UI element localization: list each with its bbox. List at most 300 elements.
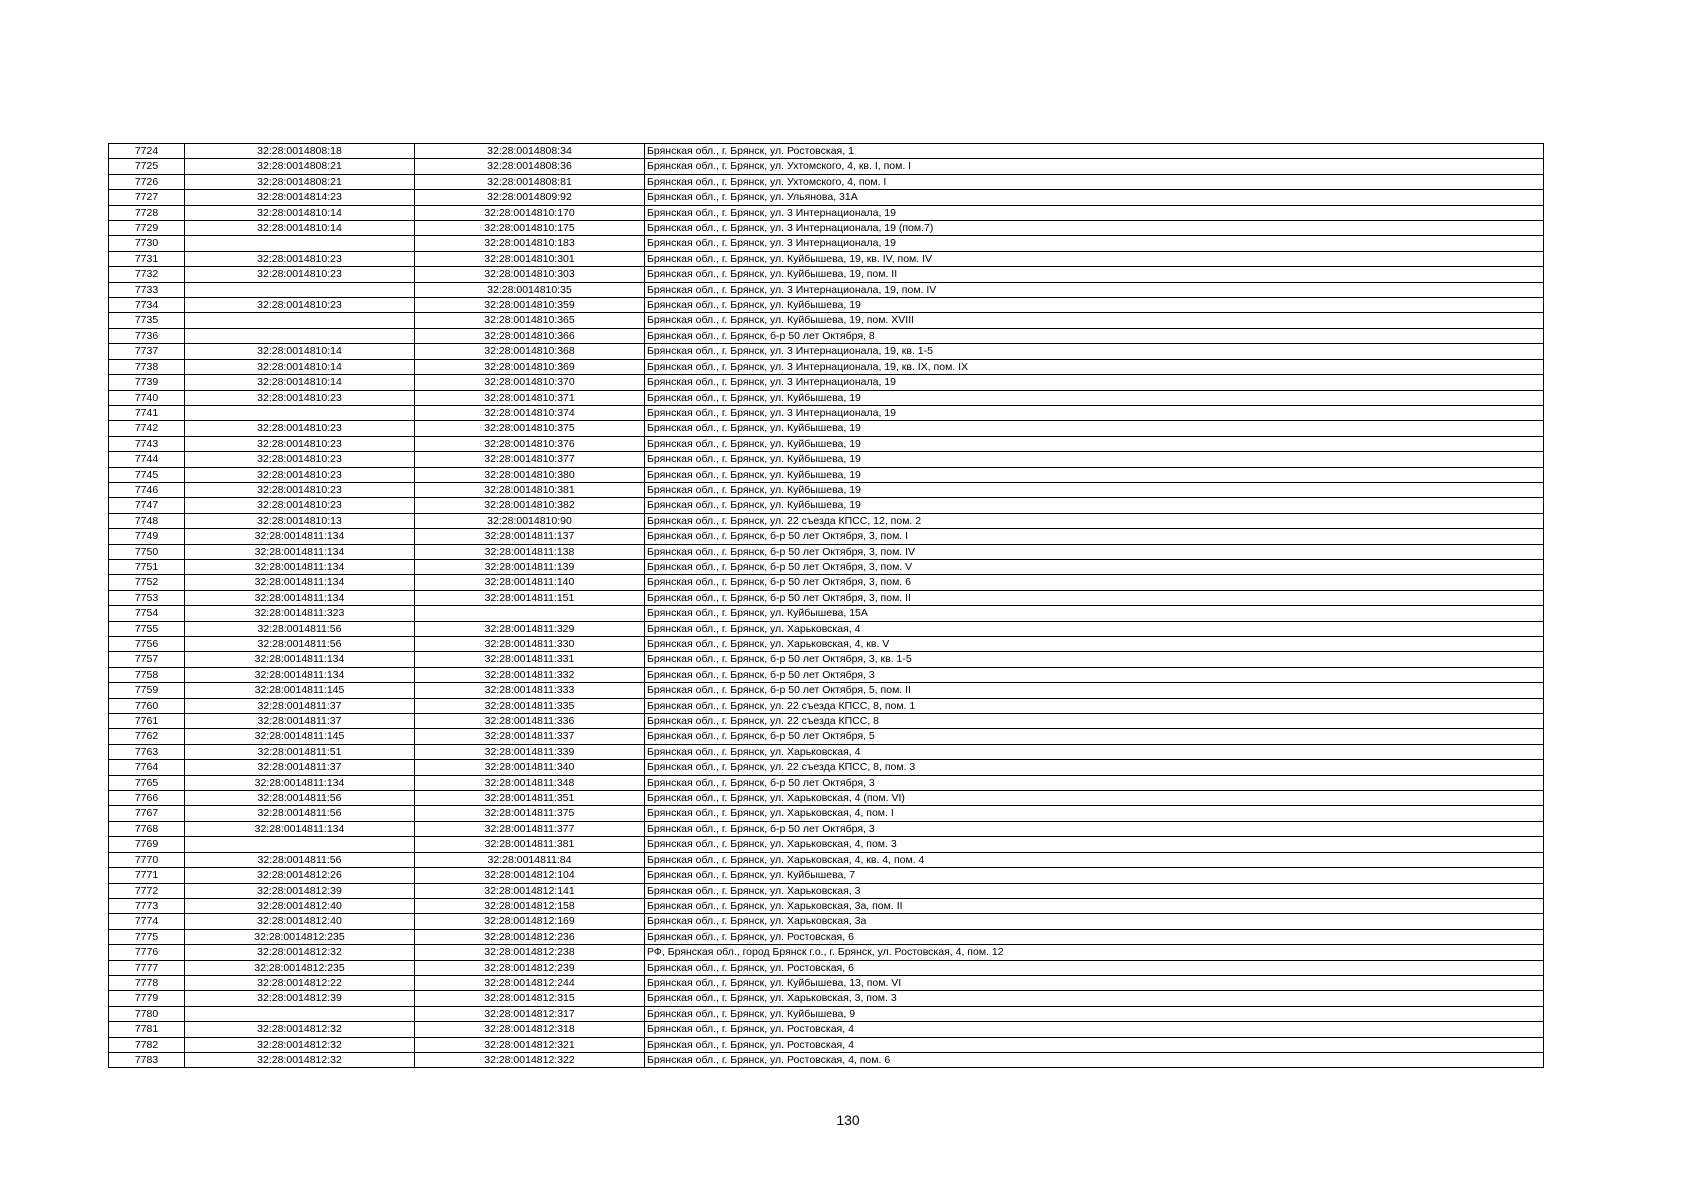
object-cadastral-number-cell: 32:28:0014810:366 xyxy=(415,328,645,343)
address-cell: Брянская обл., г. Брянск, б-р 50 лет Октября, 3 xyxy=(645,775,1544,790)
row-number-cell: 7780 xyxy=(109,1006,185,1021)
address-cell: Брянская обл., г. Брянск, б-р 50 лет Октября, 8 xyxy=(645,328,1544,343)
table-row xyxy=(109,344,1544,359)
object-cadastral-number-cell: 32:28:0014812:317 xyxy=(415,1006,645,1021)
table-row xyxy=(109,375,1544,390)
table-row xyxy=(109,667,1544,682)
table-row xyxy=(109,883,1544,898)
row-number-cell: 7746 xyxy=(109,482,185,497)
land-cadastral-number-cell: 32:28:0014811:51 xyxy=(185,744,415,759)
object-cadastral-number-cell: 32:28:0014810:370 xyxy=(415,375,645,390)
row-number-cell: 7730 xyxy=(109,236,185,251)
table-row xyxy=(109,452,1544,467)
row-number-cell: 7738 xyxy=(109,359,185,374)
row-number-cell: 7763 xyxy=(109,744,185,759)
address-cell: Брянская обл., г. Брянск, ул. Харьковская, 4, кв. 4, пом. 4 xyxy=(645,852,1544,867)
row-number-cell: 7767 xyxy=(109,806,185,821)
land-cadastral-number-cell xyxy=(185,282,415,297)
row-number-cell: 7771 xyxy=(109,868,185,883)
table-row xyxy=(109,621,1544,636)
table-row xyxy=(109,590,1544,605)
table-row xyxy=(109,513,1544,528)
table-row xyxy=(109,714,1544,729)
address-cell: Брянская обл., г. Брянск, ул. Ухтомского, 4, кв. I, пом. I xyxy=(645,159,1544,174)
row-number-cell: 7779 xyxy=(109,991,185,1006)
row-number-cell: 7777 xyxy=(109,960,185,975)
land-cadastral-number-cell: 32:28:0014811:56 xyxy=(185,637,415,652)
table-row xyxy=(109,559,1544,574)
object-cadastral-number-cell: 32:28:0014811:330 xyxy=(415,637,645,652)
row-number-cell: 7773 xyxy=(109,898,185,913)
object-cadastral-number-cell: 32:28:0014811:348 xyxy=(415,775,645,790)
land-cadastral-number-cell: 32:28:0014812:32 xyxy=(185,1037,415,1052)
object-cadastral-number-cell: 32:28:0014812:158 xyxy=(415,898,645,913)
land-cadastral-number-cell: 32:28:0014811:134 xyxy=(185,529,415,544)
address-cell: Брянская обл., г. Брянск, б-р 50 лет Октября, 3 xyxy=(645,667,1544,682)
row-number-cell: 7725 xyxy=(109,159,185,174)
land-cadastral-number-cell: 32:28:0014811:134 xyxy=(185,775,415,790)
address-cell: Брянская обл., г. Брянск, ул. Харьковская, 3а xyxy=(645,914,1544,929)
object-cadastral-number-cell: 32:28:0014808:81 xyxy=(415,174,645,189)
table-row xyxy=(109,868,1544,883)
row-number-cell: 7761 xyxy=(109,714,185,729)
table-row xyxy=(109,806,1544,821)
object-cadastral-number-cell: 32:28:0014811:84 xyxy=(415,852,645,867)
land-cadastral-number-cell: 32:28:0014810:23 xyxy=(185,498,415,513)
table-row xyxy=(109,1052,1544,1067)
object-cadastral-number-cell: 32:28:0014810:303 xyxy=(415,267,645,282)
land-cadastral-number-cell: 32:28:0014811:145 xyxy=(185,683,415,698)
object-cadastral-number-cell: 32:28:0014811:340 xyxy=(415,760,645,775)
land-cadastral-number-cell: 32:28:0014811:134 xyxy=(185,544,415,559)
row-number-cell: 7724 xyxy=(109,144,185,159)
object-cadastral-number-cell: 32:28:0014810:376 xyxy=(415,436,645,451)
address-cell: Брянская обл., г. Брянск, ул. 22 съезда КПСС, 8 xyxy=(645,714,1544,729)
land-cadastral-number-cell: 32:28:0014812:40 xyxy=(185,898,415,913)
row-number-cell: 7756 xyxy=(109,637,185,652)
table-row xyxy=(109,960,1544,975)
row-number-cell: 7742 xyxy=(109,421,185,436)
row-number-cell: 7764 xyxy=(109,760,185,775)
land-cadastral-number-cell: 32:28:0014811:134 xyxy=(185,559,415,574)
row-number-cell: 7733 xyxy=(109,282,185,297)
object-cadastral-number-cell: 32:28:0014810:35 xyxy=(415,282,645,297)
row-number-cell: 7754 xyxy=(109,606,185,621)
object-cadastral-number-cell: 32:28:0014811:140 xyxy=(415,575,645,590)
row-number-cell: 7762 xyxy=(109,729,185,744)
address-cell: Брянская обл., г. Брянск, ул. 3 Интернационала, 19 xyxy=(645,205,1544,220)
address-cell: Брянская обл., г. Брянск, ул. 22 съезда КПСС, 12, пом. 2 xyxy=(645,513,1544,528)
address-cell: Брянская обл., г. Брянск, ул. Куйбышева, 19 xyxy=(645,482,1544,497)
address-cell: Брянская обл., г. Брянск, б-р 50 лет Октября, 3, пом. 6 xyxy=(645,575,1544,590)
registry-table-body xyxy=(109,144,1544,1068)
address-cell: Брянская обл., г. Брянск, ул. Куйбышева, 19 xyxy=(645,436,1544,451)
table-row xyxy=(109,282,1544,297)
row-number-cell: 7731 xyxy=(109,251,185,266)
row-number-cell: 7769 xyxy=(109,837,185,852)
address-cell: Брянская обл., г. Брянск, ул. 3 Интернационала, 19, кв. 1-5 xyxy=(645,344,1544,359)
object-cadastral-number-cell: 32:28:0014811:333 xyxy=(415,683,645,698)
object-cadastral-number-cell: 32:28:0014810:381 xyxy=(415,482,645,497)
row-number-cell: 7727 xyxy=(109,190,185,205)
land-cadastral-number-cell: 32:28:0014812:32 xyxy=(185,1022,415,1037)
table-row xyxy=(109,760,1544,775)
row-number-cell: 7770 xyxy=(109,852,185,867)
row-number-cell: 7747 xyxy=(109,498,185,513)
object-cadastral-number-cell: 32:28:0014810:371 xyxy=(415,390,645,405)
object-cadastral-number-cell: 32:28:0014810:365 xyxy=(415,313,645,328)
address-cell: Брянская обл., г. Брянск, ул. Куйбышева, 19 xyxy=(645,498,1544,513)
land-cadastral-number-cell: 32:28:0014810:23 xyxy=(185,298,415,313)
registry-table xyxy=(108,143,1544,1068)
land-cadastral-number-cell: 32:28:0014812:32 xyxy=(185,1052,415,1067)
row-number-cell: 7739 xyxy=(109,375,185,390)
object-cadastral-number-cell: 32:28:0014812:104 xyxy=(415,868,645,883)
land-cadastral-number-cell: 32:28:0014811:323 xyxy=(185,606,415,621)
land-cadastral-number-cell: 32:28:0014810:23 xyxy=(185,267,415,282)
object-cadastral-number-cell: 32:28:0014811:339 xyxy=(415,744,645,759)
table-row xyxy=(109,1006,1544,1021)
object-cadastral-number-cell: 32:28:0014811:151 xyxy=(415,590,645,605)
object-cadastral-number-cell: 32:28:0014810:374 xyxy=(415,405,645,420)
table-row xyxy=(109,298,1544,313)
land-cadastral-number-cell: 32:28:0014808:21 xyxy=(185,174,415,189)
land-cadastral-number-cell: 32:28:0014810:23 xyxy=(185,452,415,467)
land-cadastral-number-cell: 32:28:0014810:23 xyxy=(185,482,415,497)
object-cadastral-number-cell: 32:28:0014811:351 xyxy=(415,791,645,806)
table-row xyxy=(109,852,1544,867)
address-cell: Брянская обл., г. Брянск, ул. 3 Интернационала, 19 xyxy=(645,236,1544,251)
land-cadastral-number-cell xyxy=(185,1006,415,1021)
address-cell: Брянская обл., г. Брянск, б-р 50 лет Октября, 3, пом. I xyxy=(645,529,1544,544)
row-number-cell: 7749 xyxy=(109,529,185,544)
land-cadastral-number-cell: 32:28:0014810:23 xyxy=(185,251,415,266)
object-cadastral-number-cell: 32:28:0014808:36 xyxy=(415,159,645,174)
object-cadastral-number-cell: 32:28:0014812:236 xyxy=(415,929,645,944)
object-cadastral-number-cell: 32:28:0014810:368 xyxy=(415,344,645,359)
row-number-cell: 7736 xyxy=(109,328,185,343)
address-cell: Брянская обл., г. Брянск, ул. Куйбышева, 19 xyxy=(645,298,1544,313)
table-row xyxy=(109,914,1544,929)
land-cadastral-number-cell: 32:28:0014808:21 xyxy=(185,159,415,174)
land-cadastral-number-cell: 32:28:0014812:39 xyxy=(185,883,415,898)
row-number-cell: 7752 xyxy=(109,575,185,590)
object-cadastral-number-cell: 32:28:0014810:359 xyxy=(415,298,645,313)
row-number-cell: 7728 xyxy=(109,205,185,220)
row-number-cell: 7753 xyxy=(109,590,185,605)
object-cadastral-number-cell: 32:28:0014811:331 xyxy=(415,652,645,667)
table-row xyxy=(109,837,1544,852)
row-number-cell: 7759 xyxy=(109,683,185,698)
row-number-cell: 7772 xyxy=(109,883,185,898)
row-number-cell: 7726 xyxy=(109,174,185,189)
address-cell: Брянская обл., г. Брянск, ул. 3 Интернационала, 19 xyxy=(645,405,1544,420)
land-cadastral-number-cell: 32:28:0014811:134 xyxy=(185,821,415,836)
object-cadastral-number-cell: 32:28:0014808:34 xyxy=(415,144,645,159)
address-cell: Брянская обл., г. Брянск, б-р 50 лет Октября, 3, пом. V xyxy=(645,559,1544,574)
object-cadastral-number-cell: 32:28:0014812:322 xyxy=(415,1052,645,1067)
row-number-cell: 7737 xyxy=(109,344,185,359)
address-cell: Брянская обл., г. Брянск, ул. Харьковская, 3а, пом. II xyxy=(645,898,1544,913)
object-cadastral-number-cell xyxy=(415,606,645,621)
land-cadastral-number-cell: 32:28:0014812:26 xyxy=(185,868,415,883)
row-number-cell: 7755 xyxy=(109,621,185,636)
object-cadastral-number-cell: 32:28:0014810:90 xyxy=(415,513,645,528)
address-cell: Брянская обл., г. Брянск, ул. Ростовская, 4 xyxy=(645,1037,1544,1052)
object-cadastral-number-cell: 32:28:0014812:141 xyxy=(415,883,645,898)
object-cadastral-number-cell: 32:28:0014811:138 xyxy=(415,544,645,559)
object-cadastral-number-cell: 32:28:0014812:244 xyxy=(415,975,645,990)
object-cadastral-number-cell: 32:28:0014810:175 xyxy=(415,221,645,236)
table-row xyxy=(109,1022,1544,1037)
land-cadastral-number-cell: 32:28:0014811:134 xyxy=(185,652,415,667)
land-cadastral-number-cell: 32:28:0014814:23 xyxy=(185,190,415,205)
object-cadastral-number-cell: 32:28:0014811:329 xyxy=(415,621,645,636)
row-number-cell: 7751 xyxy=(109,559,185,574)
land-cadastral-number-cell: 32:28:0014812:235 xyxy=(185,960,415,975)
object-cadastral-number-cell: 32:28:0014811:336 xyxy=(415,714,645,729)
land-cadastral-number-cell: 32:28:0014810:13 xyxy=(185,513,415,528)
address-cell: Брянская обл., г. Брянск, ул. Харьковская, 4, пом. 3 xyxy=(645,837,1544,852)
object-cadastral-number-cell: 32:28:0014810:377 xyxy=(415,452,645,467)
land-cadastral-number-cell: 32:28:0014810:23 xyxy=(185,421,415,436)
object-cadastral-number-cell: 32:28:0014812:238 xyxy=(415,945,645,960)
row-number-cell: 7774 xyxy=(109,914,185,929)
land-cadastral-number-cell: 32:28:0014812:22 xyxy=(185,975,415,990)
table-row xyxy=(109,221,1544,236)
object-cadastral-number-cell: 32:28:0014810:380 xyxy=(415,467,645,482)
row-number-cell: 7748 xyxy=(109,513,185,528)
row-number-cell: 7768 xyxy=(109,821,185,836)
address-cell: Брянская обл., г. Брянск, б-р 50 лет Октября, 5, пом. II xyxy=(645,683,1544,698)
address-cell: Брянская обл., г. Брянск, ул. Куйбышева, 19 xyxy=(645,467,1544,482)
object-cadastral-number-cell: 32:28:0014810:369 xyxy=(415,359,645,374)
address-cell: Брянская обл., г. Брянск, ул. Ростовская, 4, пом. 6 xyxy=(645,1052,1544,1067)
object-cadastral-number-cell: 32:28:0014812:239 xyxy=(415,960,645,975)
land-cadastral-number-cell: 32:28:0014811:56 xyxy=(185,621,415,636)
page-number: 130 xyxy=(836,1112,860,1128)
row-number-cell: 7735 xyxy=(109,313,185,328)
row-number-cell: 7776 xyxy=(109,945,185,960)
land-cadastral-number-cell: 32:28:0014810:14 xyxy=(185,359,415,374)
land-cadastral-number-cell: 32:28:0014810:23 xyxy=(185,467,415,482)
object-cadastral-number-cell: 32:28:0014812:318 xyxy=(415,1022,645,1037)
table-row xyxy=(109,251,1544,266)
address-cell: Брянская обл., г. Брянск, ул. Харьковская, 4 xyxy=(645,744,1544,759)
row-number-cell: 7729 xyxy=(109,221,185,236)
object-cadastral-number-cell: 32:28:0014810:375 xyxy=(415,421,645,436)
land-cadastral-number-cell: 32:28:0014811:56 xyxy=(185,791,415,806)
land-cadastral-number-cell: 32:28:0014811:37 xyxy=(185,760,415,775)
object-cadastral-number-cell: 32:28:0014812:169 xyxy=(415,914,645,929)
table-row xyxy=(109,775,1544,790)
address-cell: Брянская обл., г. Брянск, ул. Куйбышева, 19, пом. XVIII xyxy=(645,313,1544,328)
land-cadastral-number-cell: 32:28:0014810:23 xyxy=(185,390,415,405)
land-cadastral-number-cell: 32:28:0014811:134 xyxy=(185,575,415,590)
address-cell: Брянская обл., г. Брянск, ул. Ростовская, 6 xyxy=(645,960,1544,975)
table-row xyxy=(109,359,1544,374)
table-row xyxy=(109,436,1544,451)
object-cadastral-number-cell: 32:28:0014811:377 xyxy=(415,821,645,836)
row-number-cell: 7743 xyxy=(109,436,185,451)
row-number-cell: 7781 xyxy=(109,1022,185,1037)
object-cadastral-number-cell: 32:28:0014812:315 xyxy=(415,991,645,1006)
address-cell: Брянская обл., г. Брянск, ул. 22 съезда КПСС, 8, пом. 3 xyxy=(645,760,1544,775)
land-cadastral-number-cell: 32:28:0014812:40 xyxy=(185,914,415,929)
land-cadastral-number-cell: 32:28:0014810:14 xyxy=(185,375,415,390)
table-row xyxy=(109,390,1544,405)
row-number-cell: 7760 xyxy=(109,698,185,713)
table-row xyxy=(109,945,1544,960)
address-cell: Брянская обл., г. Брянск, ул. Куйбышева, 19, кв. IV, пом. IV xyxy=(645,251,1544,266)
address-cell: Брянская обл., г. Брянск, б-р 50 лет Октября, 5 xyxy=(645,729,1544,744)
address-cell: Брянская обл., г. Брянск, ул. Харьковская, 4 (пом. VI) xyxy=(645,791,1544,806)
address-cell: Брянская обл., г. Брянск, ул. Куйбышева, 19, пом. II xyxy=(645,267,1544,282)
land-cadastral-number-cell xyxy=(185,328,415,343)
address-cell: РФ, Брянская обл., город Брянск г.о., г. Брянск, ул. Ростовская, 4, пом. 12 xyxy=(645,945,1544,960)
address-cell: Брянская обл., г. Брянск, б-р 50 лет Октября, 3, пом. II xyxy=(645,590,1544,605)
land-cadastral-number-cell: 32:28:0014810:14 xyxy=(185,221,415,236)
object-cadastral-number-cell: 32:28:0014810:382 xyxy=(415,498,645,513)
table-row xyxy=(109,236,1544,251)
table-row xyxy=(109,529,1544,544)
object-cadastral-number-cell: 32:28:0014811:337 xyxy=(415,729,645,744)
address-cell: Брянская обл., г. Брянск, ул. 3 Интернационала, 19, кв. IX, пом. IX xyxy=(645,359,1544,374)
land-cadastral-number-cell xyxy=(185,837,415,852)
table-row xyxy=(109,205,1544,220)
address-cell: Брянская обл., г. Брянск, б-р 50 лет Октября, 3 xyxy=(645,821,1544,836)
land-cadastral-number-cell: 32:28:0014812:32 xyxy=(185,945,415,960)
address-cell: Брянская обл., г. Брянск, ул. Харьковская, 3, пом. 3 xyxy=(645,991,1544,1006)
table-row xyxy=(109,313,1544,328)
address-cell: Брянская обл., г. Брянск, ул. Харьковская, 4 xyxy=(645,621,1544,636)
table-row xyxy=(109,159,1544,174)
object-cadastral-number-cell: 32:28:0014812:321 xyxy=(415,1037,645,1052)
address-cell: Брянская обл., г. Брянск, ул. Ухтомского, 4, пом. I xyxy=(645,174,1544,189)
land-cadastral-number-cell xyxy=(185,236,415,251)
land-cadastral-number-cell: 32:28:0014810:14 xyxy=(185,205,415,220)
land-cadastral-number-cell: 32:28:0014811:56 xyxy=(185,806,415,821)
row-number-cell: 7775 xyxy=(109,929,185,944)
address-cell: Брянская обл., г. Брянск, ул. Куйбышева, 19 xyxy=(645,421,1544,436)
address-cell: Брянская обл., г. Брянск, ул. 3 Интернационала, 19 xyxy=(645,375,1544,390)
land-cadastral-number-cell: 32:28:0014811:134 xyxy=(185,667,415,682)
address-cell: Брянская обл., г. Брянск, б-р 50 лет Октября, 3, кв. 1-5 xyxy=(645,652,1544,667)
address-cell: Брянская обл., г. Брянск, ул. Харьковская, 3 xyxy=(645,883,1544,898)
land-cadastral-number-cell: 32:28:0014812:235 xyxy=(185,929,415,944)
address-cell: Брянская обл., г. Брянск, ул. Куйбышева, 19 xyxy=(645,390,1544,405)
table-row xyxy=(109,652,1544,667)
object-cadastral-number-cell: 32:28:0014810:183 xyxy=(415,236,645,251)
table-row xyxy=(109,190,1544,205)
land-cadastral-number-cell: 32:28:0014811:134 xyxy=(185,590,415,605)
table-row xyxy=(109,744,1544,759)
address-cell: Брянская обл., г. Брянск, б-р 50 лет Октября, 3, пом. IV xyxy=(645,544,1544,559)
row-number-cell: 7765 xyxy=(109,775,185,790)
row-number-cell: 7741 xyxy=(109,405,185,420)
table-row xyxy=(109,174,1544,189)
address-cell: Брянская обл., г. Брянск, ул. Ростовская, 4 xyxy=(645,1022,1544,1037)
row-number-cell: 7783 xyxy=(109,1052,185,1067)
object-cadastral-number-cell: 32:28:0014811:381 xyxy=(415,837,645,852)
address-cell: Брянская обл., г. Брянск, ул. Ростовская, 1 xyxy=(645,144,1544,159)
land-cadastral-number-cell: 32:28:0014810:23 xyxy=(185,436,415,451)
address-cell: Брянская обл., г. Брянск, ул. Куйбышева, 15А xyxy=(645,606,1544,621)
object-cadastral-number-cell: 32:28:0014811:332 xyxy=(415,667,645,682)
table-row xyxy=(109,482,1544,497)
table-row xyxy=(109,328,1544,343)
row-number-cell: 7745 xyxy=(109,467,185,482)
row-number-cell: 7732 xyxy=(109,267,185,282)
object-cadastral-number-cell: 32:28:0014811:137 xyxy=(415,529,645,544)
row-number-cell: 7740 xyxy=(109,390,185,405)
object-cadastral-number-cell: 32:28:0014811:335 xyxy=(415,698,645,713)
table-row xyxy=(109,898,1544,913)
row-number-cell: 7750 xyxy=(109,544,185,559)
row-number-cell: 7782 xyxy=(109,1037,185,1052)
table-row xyxy=(109,421,1544,436)
table-row xyxy=(109,729,1544,744)
table-row xyxy=(109,267,1544,282)
table-row xyxy=(109,144,1544,159)
object-cadastral-number-cell: 32:28:0014810:170 xyxy=(415,205,645,220)
land-cadastral-number-cell: 32:28:0014812:39 xyxy=(185,991,415,1006)
address-cell: Брянская обл., г. Брянск, ул. Харьковская, 4, кв. V xyxy=(645,637,1544,652)
table-row xyxy=(109,698,1544,713)
address-cell: Брянская обл., г. Брянск, ул. Ростовская, 6 xyxy=(645,929,1544,944)
land-cadastral-number-cell: 32:28:0014810:14 xyxy=(185,344,415,359)
row-number-cell: 7757 xyxy=(109,652,185,667)
row-number-cell: 7766 xyxy=(109,791,185,806)
table-row xyxy=(109,929,1544,944)
address-cell: Брянская обл., г. Брянск, ул. 22 съезда КПСС, 8, пом. 1 xyxy=(645,698,1544,713)
address-cell: Брянская обл., г. Брянск, ул. Куйбышева, 13, пом. VI xyxy=(645,975,1544,990)
table-row xyxy=(109,637,1544,652)
address-cell: Брянская обл., г. Брянск, ул. Ульянова, 31А xyxy=(645,190,1544,205)
land-cadastral-number-cell: 32:28:0014811:37 xyxy=(185,714,415,729)
row-number-cell: 7778 xyxy=(109,975,185,990)
table-row xyxy=(109,821,1544,836)
land-cadastral-number-cell: 32:28:0014811:37 xyxy=(185,698,415,713)
object-cadastral-number-cell: 32:28:0014811:139 xyxy=(415,559,645,574)
address-cell: Брянская обл., г. Брянск, ул. Харьковская, 4, пом. I xyxy=(645,806,1544,821)
table-row xyxy=(109,405,1544,420)
row-number-cell: 7734 xyxy=(109,298,185,313)
land-cadastral-number-cell: 32:28:0014811:145 xyxy=(185,729,415,744)
table-row xyxy=(109,791,1544,806)
land-cadastral-number-cell xyxy=(185,405,415,420)
object-cadastral-number-cell: 32:28:0014809:92 xyxy=(415,190,645,205)
table-row xyxy=(109,975,1544,990)
table-row xyxy=(109,467,1544,482)
object-cadastral-number-cell: 32:28:0014811:375 xyxy=(415,806,645,821)
table-row xyxy=(109,1037,1544,1052)
address-cell: Брянская обл., г. Брянск, ул. Куйбышева, 19 xyxy=(645,452,1544,467)
land-cadastral-number-cell xyxy=(185,313,415,328)
address-cell: Брянская обл., г. Брянск, ул. 3 Интернационала, 19 (пом.7) xyxy=(645,221,1544,236)
table-row xyxy=(109,991,1544,1006)
land-cadastral-number-cell: 32:28:0014808:18 xyxy=(185,144,415,159)
address-cell: Брянская обл., г. Брянск, ул. Куйбышева, 7 xyxy=(645,868,1544,883)
address-cell: Брянская обл., г. Брянск, ул. Куйбышева, 9 xyxy=(645,1006,1544,1021)
land-cadastral-number-cell: 32:28:0014811:56 xyxy=(185,852,415,867)
table-row xyxy=(109,575,1544,590)
object-cadastral-number-cell: 32:28:0014810:301 xyxy=(415,251,645,266)
row-number-cell: 7758 xyxy=(109,667,185,682)
table-row xyxy=(109,544,1544,559)
address-cell: Брянская обл., г. Брянск, ул. 3 Интернационала, 19, пом. IV xyxy=(645,282,1544,297)
table-row xyxy=(109,683,1544,698)
